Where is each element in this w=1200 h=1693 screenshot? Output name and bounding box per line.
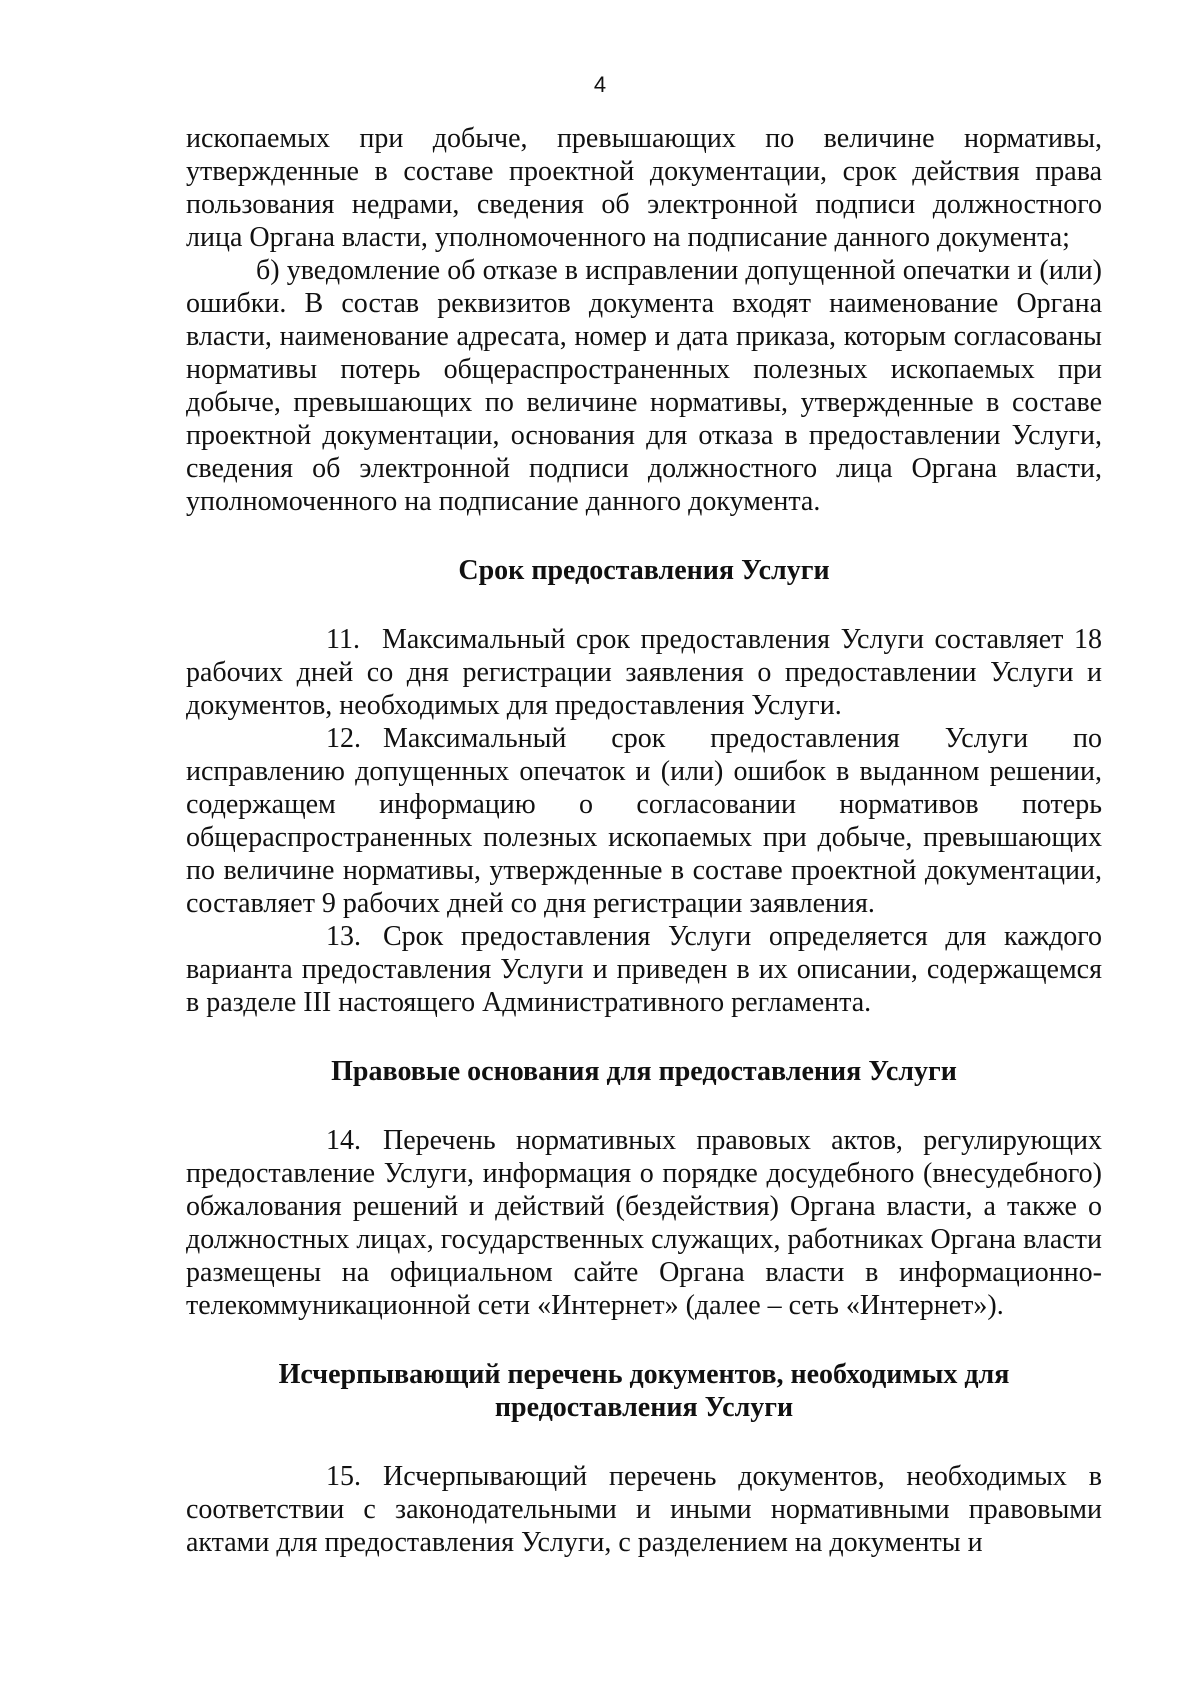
numbered-paragraph-15 <box>186 1460 1102 1559</box>
heading-line-1: Исчерпывающий перечень документов, необходимых для <box>278 1359 1010 1390</box>
paragraph-number: 13. <box>326 921 361 952</box>
document-body <box>186 122 1102 1559</box>
paragraph-continuation: ископаемых при добыче, превышающих по величине нормативы, утвержденные в составе проектной документации, срок действия права пользования недрами, сведения об электронной подписи должностного лица Органа власти, уполномоченного на подписание данного документа; <box>186 123 1102 253</box>
numbered-paragraph-13 <box>186 920 1102 1019</box>
heading-line-2: предоставления Услуги <box>494 1392 794 1423</box>
numbered-paragraph-14 <box>186 1124 1102 1322</box>
section-heading-term: Срок предоставления Услуги <box>458 555 830 586</box>
paragraph-text: Перечень нормативных правовых актов, регулирующих предоставление Услуги, информация о порядке досудебного (внесудебного) обжалования решений и действий (бездействия) Органа власти, а также о должностных лицах, государственных служащих, работниках Органа власти размещены на официальном сайте Органа власти в информационно-телекоммуникационной сети «Интернет» (далее – сеть «Интернет»). <box>186 1125 1103 1321</box>
numbered-paragraph-11 <box>186 623 1102 722</box>
paragraph-text: Максимальный срок предоставления Услуги по исправлению допущенных опечаток и (или) ошибок в выданном решении, содержащем информацию о согласовании нормативов потерь общераспространенных полезных ископаемых при добыче, превышающих по величине нормативы, утвержденные в составе проектной документации, составляет 9 рабочих дней со дня регистрации заявления. <box>186 723 1102 919</box>
paragraph-number: 14. <box>326 1125 361 1156</box>
section-heading-documents-list <box>186 1358 1102 1424</box>
paragraph-refusal-notice: б) уведомление об отказе в исправлении допущенной опечатки и (или) ошибки. В состав реквизитов документа входят наименование Органа власти, наименование адресата, номер и дата приказа, которым согласованы нормативы потерь общераспространенных полезных ископаемых при добыче, превышающих по величине нормативы, утвержденные в составе проектной документации, основания для отказа в предоставлении Услуги, сведения об электронной подписи должностного лица Органа власти, уполномоченного на подписание данного документа. <box>186 255 1102 517</box>
paragraph-text: Максимальный срок предоставления Услуги составляет 18 рабочих дней со дня регистрации заявления о предоставлении Услуги и документов, необходимых для предоставления Услуги. <box>186 624 1102 721</box>
paragraph-number: 11. <box>326 624 360 655</box>
paragraph-text: Срок предоставления Услуги определяется для каждого варианта предоставления Услуги и приведен в их описании, содержащемся в разделе III настоящего Административного регламента. <box>186 921 1102 1018</box>
section-heading-legal-basis: Правовые основания для предоставления Услуги <box>331 1056 957 1087</box>
paragraph-number: 15. <box>326 1461 361 1492</box>
page-number: 4 <box>593 72 607 97</box>
numbered-paragraph-12 <box>186 722 1102 920</box>
paragraph-text: Исчерпывающий перечень документов, необходимых в соответствии с законодательными и иными нормативными правовыми актами для предоставления Услуги, с разделением на документы и <box>186 1461 1102 1558</box>
paragraph-number: 12. <box>326 723 361 754</box>
